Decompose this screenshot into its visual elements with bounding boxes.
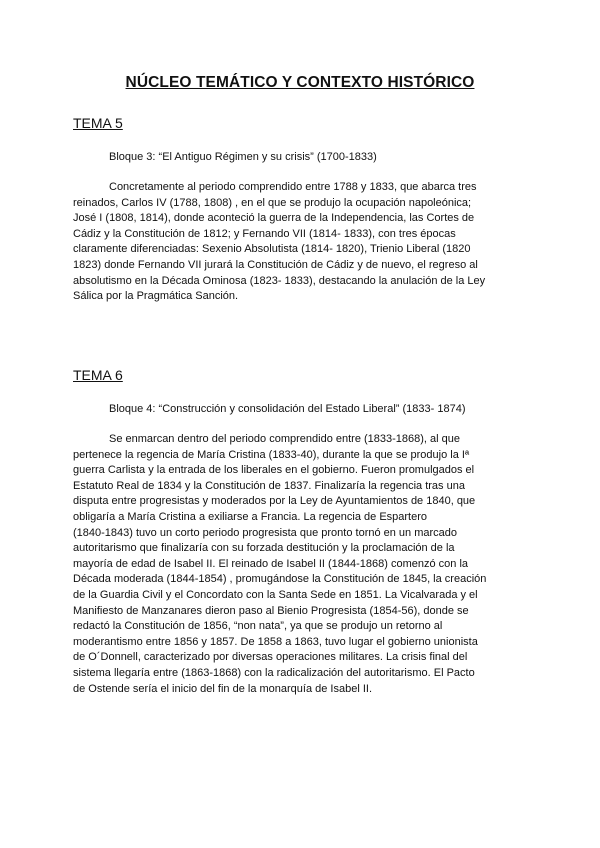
paragraph-line: Década moderada (1844-1854) , promugándose la Constitución de 1845, la creación (73, 573, 487, 586)
section-paragraph-tema-6 (73, 432, 529, 697)
section-paragraph-tema-5 (73, 180, 529, 305)
paragraph-line: Estatuto Real de 1834 y la Constitución de 1837. Finalizaría la regencia tras una (73, 479, 465, 492)
paragraph-line: pertenece la regencia de María Cristina (1833-40), durante la que se produjo la Iª (73, 448, 470, 461)
paragraph-line: disputa entre progresistas y moderados por la Ley de Ayuntamientos de 1840, que (73, 495, 476, 508)
paragraph-line: Manifiesto de Manzanares dieron paso al Bienio Progresista (1854-56), donde se (73, 604, 469, 617)
paragraph-line: de Ostende sería el inicio del fin de la monarquía de Isabel II. (73, 682, 373, 695)
paragraph-line: guerra Carlista y la entrada de los liberales en el gobierno. Fueron promulgados el (73, 464, 475, 477)
paragraph-line: de O´Donnell, caracterizado por diversas operaciones militares. La crisis final del (73, 651, 468, 664)
paragraph-line: de la Guardia Civil y el Concordato con la Santa Sede en 1851. La Vicalvarada y el (73, 588, 478, 601)
section-heading-tema-6: TEMA 6 (73, 367, 123, 383)
paragraph-line: reinados, Carlos IV (1788, 1808) , en el que se produjo la ocupación napoleónica; (73, 196, 472, 209)
paragraph-line: obligaría a María Cristina a exiliarse a Francia. La regencia de Espartero (73, 510, 428, 523)
document-title: NÚCLEO TEMÁTICO Y CONTEXTO HISTÓRICO (125, 74, 475, 91)
paragraph-line: redactó la Constitución de 1856, “non nata”, ya que se produjo un retorno al (73, 620, 443, 633)
paragraph-line: Concretamente al periodo comprendido entre 1788 y 1833, que abarca tres (109, 181, 477, 193)
section-heading-tema-5: TEMA 5 (73, 115, 123, 131)
paragraph-line: sistema llegaría entre (1863-1868) con la radicalización del autoritarismo. El Pacto (73, 666, 475, 679)
paragraph-line: José I (1808, 1814), donde aconteció la guerra de la Independencia, las Cortes de (73, 212, 475, 225)
paragraph-line: mayoría de edad de Isabel II. El reinado de Isabel II (1844-1868) comenzó con la (73, 557, 469, 570)
paragraph-line: autoritarismo que finalizaría con su forzada destitución y la proclamación de la (73, 542, 455, 555)
paragraph-line: claramente diferenciadas: Sexenio Absolutista (1814- 1820), Trienio Liberal (1820 (73, 243, 471, 256)
section-bloque-3: Bloque 3: “El Antiguo Régimen y su crisis” (1700-1833) (109, 151, 377, 163)
paragraph-line: (1840-1843) tuvo un corto periodo progresista que pronto tornó en un marcado (73, 526, 458, 539)
paragraph-line: 1823) donde Fernando VII jurará la Constitución de Cádiz y de nuevo, el regreso al (73, 258, 478, 271)
section-bloque-4: Bloque 4: “Construcción y consolidación del Estado Liberal” (1833- 1874) (109, 403, 466, 415)
paragraph-line: Sálica por la Pragmática Sanción. (73, 290, 239, 303)
paragraph-line: Cádiz y la Constitución de 1812; y Fernando VII (1814- 1833), con tres épocas (73, 227, 456, 240)
paragraph-line: Se enmarcan dentro del periodo comprendido entre (1833-1868), al que (109, 433, 461, 445)
paragraph-line: absolutismo en la Década Ominosa (1823- 1833), destacando la anulación de la Ley (73, 274, 486, 287)
paragraph-line: moderantismo entre 1856 y 1857. De 1858 a 1863, tuvo lugar el gobierno unionista (73, 635, 478, 648)
